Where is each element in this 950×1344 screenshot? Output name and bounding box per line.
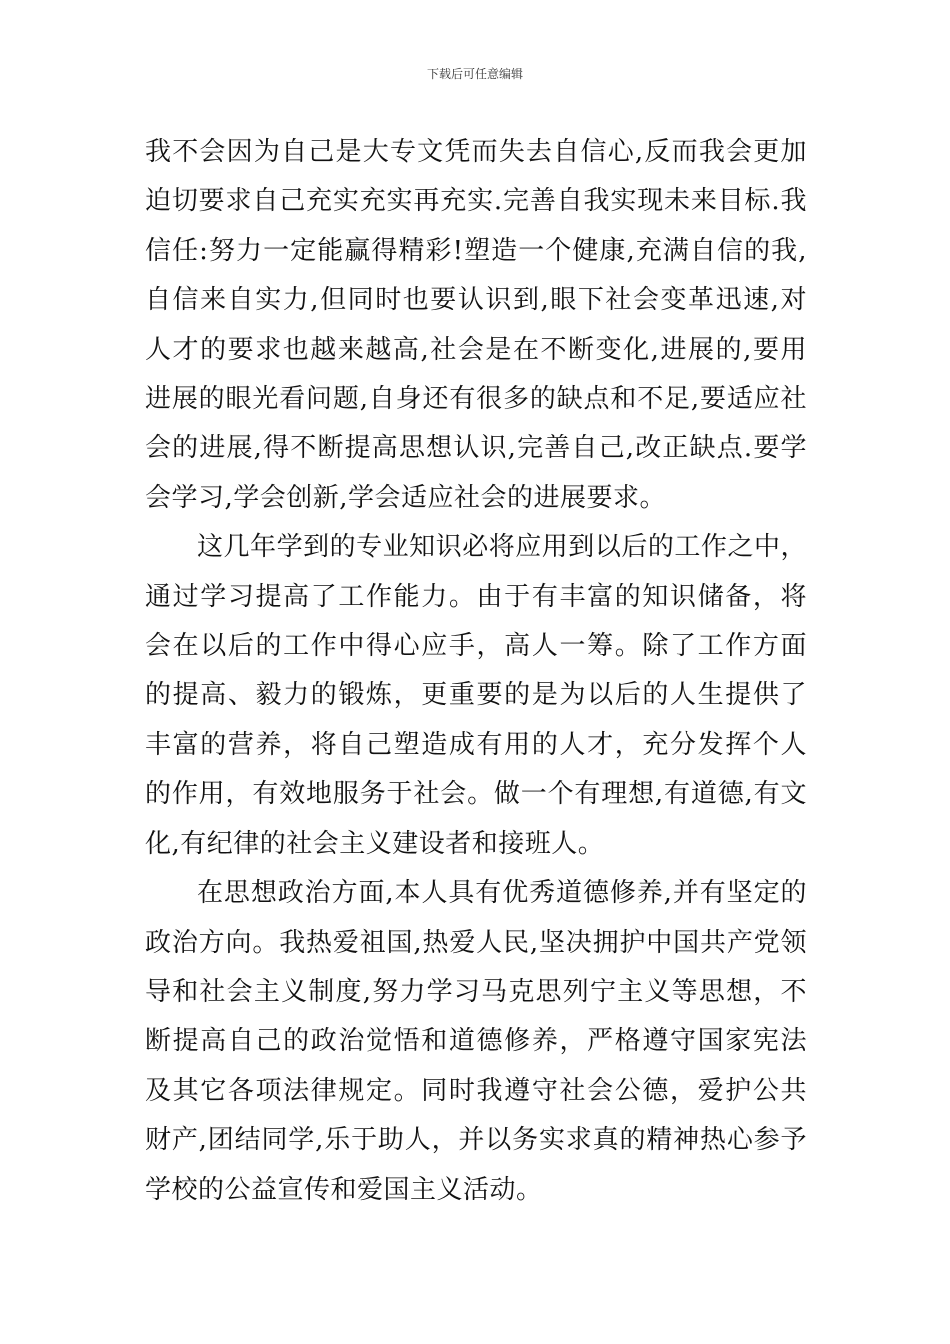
page-header-note: 下载后可任意编辑 [426,67,523,81]
document-body [145,128,807,1215]
paragraph-1: 我不会因为自己是大专文凭而失去自信心,反而我会更加迫切要求自己充实充实再充实.完善自我实现未来目标.我信任:努力一定能赢得精彩!塑造一个健康,充满自信的我,自信来自实力,但同时也要认识到,眼下社会变革迅速,对人才的要求也越来越高,社会是在不断变化,进展的,要用进展的眼光看问题,自身还有很多的缺点和不足,要适应社会的进展,得不断提高思想认识,完善自己,改正缺点.要学会学习,学会创新,学会适应社会的进展要求。 [145,137,807,513]
paragraph-2: 这几年学到的专业知识必将应用到以后的工作之中，通过学习提高了工作能力。由于有丰富的知识储备，将会在以后的工作中得心应手，高人一筹。除了工作方面的提高、毅力的锻炼，更重要的是为以后的人生提供了丰富的营养，将自己塑造成有用的人才，充分发挥个人的作用，有效地服务于社会。做一个有理想,有道德,有文化,有纪律的社会主义建设者和接班人。 [145,532,807,859]
paragraph-3: 在思想政治方面,本人具有优秀道德修养,并有坚定的政治方向。我热爱祖国,热爱人民,坚决拥护中国共产党领导和社会主义制度,努力学习马克思列宁主义等思想，不断提高自己的政治觉悟和道德修养，严格遵守国家宪法及其它各项法律规定。同时我遵守社会公德，爱护公共财产,团结同学,乐于助人，并以务实求真的精神热心参予学校的公益宣传和爱国主义活动。 [145,878,807,1205]
